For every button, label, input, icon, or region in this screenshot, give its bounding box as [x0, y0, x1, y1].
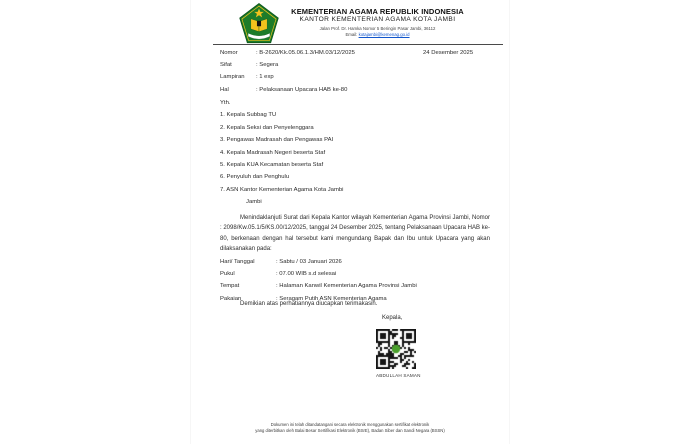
signer-name: ABDULLAH SAMAN [376, 373, 421, 378]
meta-value: : 1 exp [256, 74, 274, 81]
detail-label: Pakaian [220, 295, 242, 302]
detail-value: : Seragam Putih ASN Kementerian Agama [276, 295, 387, 302]
detail-value: : Halaman Kanwil Kementerian Agama Provinsi Jambi [276, 283, 417, 290]
recipient-item: 7. ASN Kantor Kementerian Agama Kota Jambi [220, 186, 344, 193]
letterhead [191, 3, 509, 44]
recipient-item: 6. Penyuluh dan Penghulu [220, 174, 290, 181]
letter-meta [220, 47, 496, 96]
meta-value: : Pelaksanaan Upacara HAB ke-80 [256, 86, 348, 93]
ministry-name: KEMENTERIAN AGAMA REPUBLIK INDONESIA [291, 7, 464, 16]
detail-label: Pukul [220, 271, 235, 278]
esign-footer-line2: yang diterbitkan oleh Balai Besar Sertifikasi Elektronik (BSrE), Badan Siber dan Sandi Negara (BSSN) [255, 427, 445, 433]
detail-value: : 07.00 WIB s.d selesai [276, 271, 337, 278]
kemenag-logo-icon [236, 3, 282, 44]
qr-code [376, 329, 416, 369]
signer-title: Kepala, [382, 315, 403, 321]
meta-value: : Segera [256, 62, 279, 69]
meta-label: Nomor [220, 50, 238, 57]
closing-sentence: Demikian atas perhatiannya diucapkan terimakasih. [240, 301, 378, 307]
office-name: KANTOR KEMENTERIAN AGAMA KOTA JAMBI [299, 16, 456, 23]
detail-label: Hari/ Tanggal [220, 259, 255, 266]
recipient-item: 4. Kepala Madrasah Negeri beserta Staf [220, 149, 326, 156]
meta-label: Lampiran [220, 74, 245, 81]
letterhead-divider [213, 44, 503, 45]
esign-footer-line1: Dokumen ini telah ditandatangani secara elektronik menggunakan sertifikat elektronik [270, 422, 430, 427]
esign-footer [191, 422, 509, 433]
meta-label: Sifat [220, 62, 232, 69]
letter-page [191, 0, 509, 444]
detail-row-time [220, 268, 496, 280]
meta-row-hal [220, 84, 496, 96]
recipient-item: 1. Kepala Subbag TU [220, 112, 277, 119]
detail-row-place [220, 280, 496, 292]
recipient-city: Jambi [246, 199, 262, 205]
meta-value: : B-2620/Kk.05.06.1.3/HM.03/12/2025 [256, 50, 355, 57]
meta-label: Hal [220, 86, 229, 93]
event-details [220, 256, 496, 305]
recipient-item: 3. Pengawas Madrasah dan Pengawas PAI [220, 137, 334, 144]
meta-row-sifat [220, 59, 496, 71]
detail-label: Tempat [220, 283, 240, 290]
letter-date: 24 Desember 2025 [423, 50, 474, 56]
detail-row-day [220, 256, 496, 268]
body-paragraph: Menindaklanjuti Surat dari Kepala Kantor wilayah Kementerian Agama Provinsi Jambi, Nomor : 2098/Kw.05.1/5/KS.00/12/2025, tanggal 24 Desember 2025, tentang Pelaksanaan Upacara HAB ke-80, berkenaan dengan hal tersebut kami mengundang Bapak dan Ibu untuk Upacara yang akan dilaksanakan pada: [220, 215, 490, 252]
recipient-item: 2. Kepala Seksi dan Penyelenggara [220, 124, 314, 131]
salutation: Yth. [220, 100, 231, 106]
recipient-item: 5. Kepala KUA Kecamatan beserta Staf [220, 162, 324, 169]
email-link[interactable]: kotajambi@kemenag.go.id [358, 31, 410, 37]
detail-value: : Sabtu / 03 Januari 2026 [276, 259, 342, 266]
office-address: Jalan Prof. Dr. Hamka Nomor 5 Beringin Pasar Jambi, 36112 [319, 26, 436, 31]
signature-block [376, 315, 486, 378]
email-label: Email: [345, 31, 359, 37]
letterhead-text [291, 3, 464, 37]
office-email-line [291, 32, 464, 38]
meta-row-lampiran [220, 71, 496, 83]
recipient-list [220, 97, 496, 196]
